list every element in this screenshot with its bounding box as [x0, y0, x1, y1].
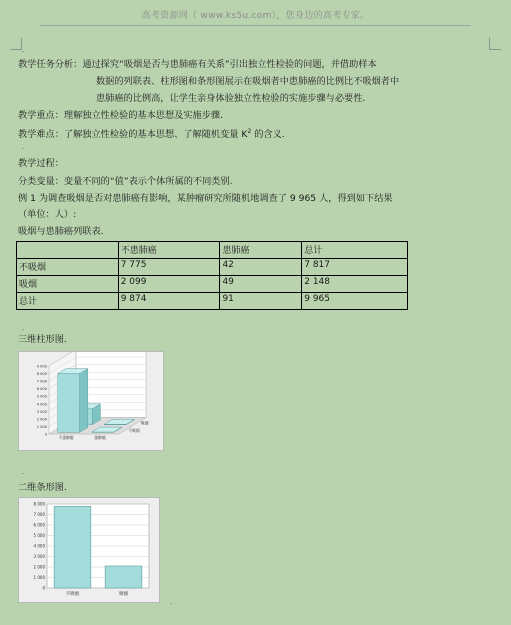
table-row: [17, 293, 408, 310]
chart-3d-svg: [19, 352, 163, 450]
table-cell: 42: [220, 259, 302, 276]
y-tick-label: 3 000: [36, 409, 47, 414]
bar: [54, 506, 91, 588]
y-tick-label: 8 000: [36, 372, 47, 377]
y-tick-label: 4 000: [36, 402, 47, 407]
y-tick-label: 4 000: [33, 543, 45, 549]
key-point-line: 教学重点：理解独立性检验的基本思想及实施步骤.: [18, 110, 224, 121]
margin-corner-left: [10, 38, 22, 50]
y-tick-label: 6 000: [36, 387, 47, 392]
x-category-label: 不患肺癌: [58, 435, 74, 440]
difficulty-text-end: 的含义.: [251, 129, 285, 141]
table-title: 吸烟与患肺癌列联表.: [18, 226, 104, 237]
y-tick-label: 1 000: [36, 424, 47, 429]
bar2d-title: 二维条形图.: [18, 482, 67, 493]
table-cell: 2 148: [302, 276, 408, 293]
k-squared-exponent: 2: [247, 128, 252, 135]
margin-corner-right: [489, 38, 501, 50]
table-cell: 9 874: [118, 293, 220, 310]
y-tick-label: 0: [42, 585, 45, 591]
table-cell: [17, 242, 119, 259]
bar-front: [58, 374, 80, 433]
y-tick-label: 2 000: [36, 417, 47, 422]
chart-2d-bar: [18, 497, 160, 603]
y-tick-label: 1 000: [33, 575, 45, 580]
table-row-label: 不吸烟: [17, 259, 119, 276]
paragraph-mark: .: [170, 598, 173, 606]
header-rule: [40, 25, 471, 26]
table-cell: 49: [220, 276, 302, 293]
y-tick-label: 7 000: [33, 512, 45, 517]
table-row: [17, 276, 408, 293]
y-tick-label: 6 000: [33, 522, 45, 528]
task-analysis-label: 教学任务分析：: [18, 59, 83, 70]
x-category-label: 患肺癌: [94, 435, 106, 440]
task-analysis-text-1: 通过探究“吸烟是否与患肺癌有关系”引出独立性检验的问题，并借助样本: [82, 59, 377, 70]
y-tick-label: 0: [44, 432, 47, 437]
task-analysis-line3: 患肺癌的比例高，让学生亲身体验独立性检验的实施步骤与必要性.: [96, 93, 366, 104]
table-header-cell: 患肺癌: [220, 242, 302, 259]
y-tick-label: 3 000: [33, 554, 45, 559]
bar-side: [80, 369, 88, 433]
bar3d-title: 三维柱形图.: [18, 334, 67, 345]
series-depth-label: 吸烟: [140, 420, 149, 426]
y-tick-label: 5 000: [36, 394, 47, 399]
table-cell: 2 099: [118, 276, 220, 293]
table-header-cell: 不患肺癌: [118, 242, 220, 259]
x-category-label: 不吸烟: [65, 592, 80, 597]
y-tick-label: 2 000: [33, 564, 45, 570]
chart-2d-svg: [19, 498, 159, 602]
table-cell: 9 965: [302, 293, 408, 310]
table-cell: 7 775: [118, 259, 220, 276]
y-tick-label: 8 000: [33, 501, 45, 507]
categorical-variable-line: 分类变量：变量不同的“值”表示个体所属的不同类别.: [18, 176, 233, 187]
x-category-label: 吸烟: [119, 592, 128, 597]
table-cell: 7 817: [302, 259, 408, 276]
table-row: [17, 259, 408, 276]
table-header-cell: 总计: [302, 242, 408, 259]
paragraph-mark: .: [22, 143, 25, 151]
task-analysis-line2: 数据的列联表、柱形图和条形图展示在吸烟者中患肺癌的比例比不吸烟者中: [96, 76, 400, 87]
paragraph-mark: .: [22, 46, 25, 54]
teaching-process-heading: 教学过程：: [18, 158, 64, 169]
series-depth-label: 不吸烟: [128, 428, 140, 434]
table-cell: 91: [220, 293, 302, 310]
y-tick-label: 7 000: [36, 379, 47, 384]
page-header: 高考资源网（ www.ks5u.com），您身边的高考专家。: [141, 11, 370, 21]
task-analysis-line1: [18, 58, 377, 71]
example-1-line1: 例 1 为调查吸烟是否对患肺癌有影响，某肿瘤研究所随机地调查了 9 965 人，得到如下结果: [18, 193, 393, 204]
contingency-table: [16, 241, 408, 310]
y-tick-label: 9 000: [36, 364, 47, 369]
difficulty-line: [18, 125, 285, 141]
paragraph-mark: .: [22, 468, 25, 476]
example-1-line2: （单位：人）:: [18, 209, 77, 220]
difficulty-text: 教学难点：了解独立性检验的基本思想、了解随机变量 K: [18, 129, 248, 141]
bar: [105, 566, 142, 588]
table-row-label: 总计: [17, 293, 119, 310]
table-row-label: 吸烟: [17, 276, 119, 293]
y-tick-label: 5 000: [33, 533, 45, 538]
chart-3d-column: [18, 351, 164, 451]
table-header-row: [17, 242, 408, 259]
paragraph-mark: .: [22, 324, 25, 332]
